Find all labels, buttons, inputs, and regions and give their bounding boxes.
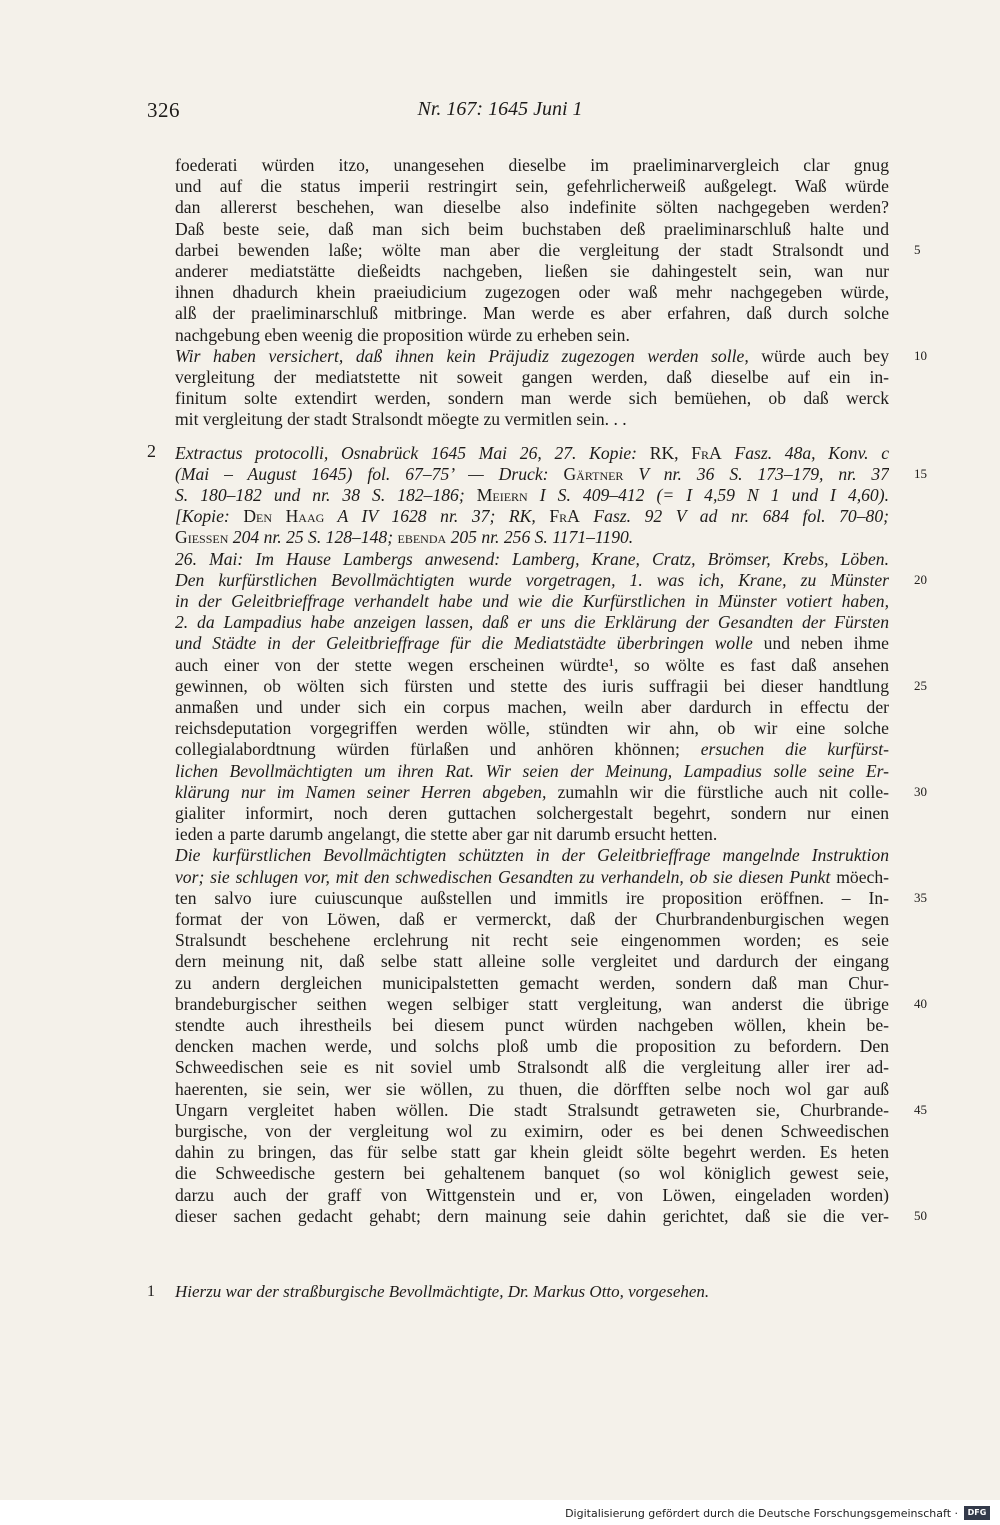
text-run: V nr. 36 S. 173–179, nr. 37: [623, 463, 889, 484]
text-run: lichen Bevollmächtigten um ihren Rat. Wir seien der Meinung, Lampadius solle seine Er-: [175, 760, 889, 781]
text-run: würde auch bey: [748, 345, 889, 366]
text-run: und Städte in der Geleitbrieffrage für die Mediatstädte überbringen wolle: [175, 633, 753, 654]
text-line: [175, 1078, 889, 1100]
text-run: Fasz. 92 V ad nr. 684 fol. 70–80;: [579, 506, 889, 527]
text-run: finitum solte extendirt werden, sondern man werde sich bemüehen, ob daß werck: [175, 388, 889, 409]
text-line: [175, 1120, 889, 1142]
text-line: [175, 696, 889, 718]
text-run: auch einer von der stette wegen erscheinen würdte¹, so wölte es fast daß ansehen: [175, 654, 889, 675]
line-number: 20: [914, 571, 927, 587]
text-line: [175, 281, 889, 303]
text-line: [175, 366, 889, 388]
text-run: A IV 1628 nr. 37; RK,: [324, 506, 550, 527]
text-run: I S. 409–412 (= I 4,59 N 1 und I 4,60).: [527, 485, 889, 505]
text-line: [175, 1162, 889, 1184]
text-run: gialiter informirt, noch deren guttachen solchergestalt begehrt, sondern nur einen: [175, 803, 889, 823]
text-run: darbei bewenden laße; wölte man aber die vergleitung der stadt Stralsondt und: [175, 239, 889, 260]
page-number: 326: [147, 98, 180, 122]
text-run: und neben ihme: [752, 633, 889, 654]
text-run: FrA: [549, 506, 580, 527]
text-run: zumahln wir die fürstliche auch nit colle-: [546, 781, 889, 802]
text-run: Extractus protocolli, Osnabrück 1645 Mai 26, 27. Kopie:: [175, 442, 650, 463]
text-run: ieden a parte darumb angelangt, die stette aber gar nit darumb ersucht hetten.: [175, 824, 718, 845]
text-run: Fasz. 48a, Konv. c: [721, 442, 889, 463]
text-run: Den kurfürstlichen Bevollmächtigten wurde vorgetragen, 1. was ich, Krane, zu Münster: [175, 569, 889, 590]
text-line: [175, 632, 889, 654]
text-line: [175, 760, 889, 782]
text-line: [175, 1184, 889, 1206]
text-run: vor; sie schlugen vor, mit den schwedischen Gesandten zu verhandeln, ob sie diesen Punkt: [175, 866, 831, 887]
text-line: [175, 1141, 889, 1163]
text-run: stendte auch ihrestheils bei diesem punct würden nachgeben wöllen, khein be-: [175, 1015, 889, 1035]
text-run: Den Haag: [243, 506, 325, 527]
text-line: [175, 802, 889, 824]
text-line: [175, 324, 889, 346]
text-line: [175, 154, 889, 176]
line-number: 35: [914, 889, 927, 905]
line-number: 50: [914, 1207, 927, 1223]
text-run: reichsdeputation vorgegriffen werden wölle, stündten wir ahn, ob wir eine solche: [175, 718, 889, 739]
footnote-mark: 1: [147, 1283, 155, 1300]
line-number: 5: [914, 241, 921, 257]
text-line: [175, 993, 889, 1015]
text-run: 204 nr. 25 S. 128–148;: [228, 527, 398, 548]
text-line: [175, 866, 889, 888]
text-run: burgische, von der vergleitung wol zu eximirn, oder es bei denen Schweedischen: [175, 1121, 889, 1141]
text-line: [175, 408, 889, 430]
text-run: Stralsundt beschehene erclehrung nit recht seie eingenommen worden; es seie: [175, 930, 889, 951]
text-run: RK,: [649, 442, 692, 463]
text-run: dern meinung nit, daß selbe statt alleine solle vergleitet und dardurch der eingang: [175, 951, 889, 972]
line-number: 40: [914, 995, 927, 1011]
text-line: [175, 1014, 889, 1036]
text-run: möech-: [830, 866, 889, 887]
text-run: dahin zu bringen, das für selbe statt gar khein gleidt sölte begehrt werden. Es heten: [175, 1142, 889, 1163]
dfg-logo: DFG: [964, 1506, 990, 1520]
text-run: ten salvo iure cuiuscunque außstellen und immitls ire proposition eröffnen. – In-: [175, 887, 889, 908]
text-run: gewinnen, ob wölten sich fürsten und stette des iuris suffragii bei dieser handtlung: [175, 675, 889, 696]
line-number: 10: [914, 347, 927, 363]
text-run: Gärtner: [563, 463, 624, 484]
text-run: dieser sachen gedacht gehabt; dern mainung seie dahin gerichtet, daß sie die ver-: [175, 1205, 889, 1226]
text-run: Meiern: [476, 485, 528, 505]
text-line: [175, 887, 889, 909]
text-line: [175, 1056, 889, 1078]
text-run: alß der praeliminarschluß mitbringe. Man werde es aber erfahren, daß durch solche: [175, 303, 889, 324]
text-line: [175, 611, 889, 633]
text-run: [Kopie:: [175, 506, 244, 527]
text-run: foederati würden itzo, unangesehen dieselbe im praeliminarvergleich clar gnug: [175, 155, 889, 175]
text-run: die Schweedische gestern bei gehaltenem banquet (so wol königlich gewest seie,: [175, 1163, 889, 1184]
text-line: [175, 823, 889, 845]
text-line: [175, 972, 889, 994]
text-run: Daß beste seie, daß man sich beim buchstaben deß praeliminarschluß halte und: [175, 218, 889, 239]
text-run: format der von Löwen, daß er vermerckt, daß der Churbrandenburgischen wegen: [175, 909, 889, 929]
text-run: Ungarn vergleitet haben wöllen. Die stadt Stralsundt getraweten sie, Churbrande-: [175, 1099, 889, 1120]
text-run: in der Geleitbrieffrage verhandelt habe und wie die Kurfürstlichen in Münster votiert haben,: [175, 591, 889, 611]
text-line: [175, 569, 889, 591]
text-line: [175, 175, 889, 197]
text-run: und auf die status imperii restringirt sein, gefehrlicherweiß außgelegt. Waß würde: [175, 176, 889, 197]
text-line: [175, 442, 889, 464]
text-line: [175, 1035, 889, 1057]
running-head: Nr. 167: 1645 Juni 1: [417, 98, 583, 120]
text-line: [175, 781, 889, 803]
line-number: 45: [914, 1101, 927, 1117]
text-run: nachgebung eben weenig die proposition würde zu erheben sein.: [175, 324, 630, 345]
text-run: vergleitung der mediatstette nit soweit gangen werden, daß dieselbe auf ein in-: [175, 367, 889, 387]
text-run: dan allererst beschehen, wan dieselbe also indefinite sölten nachgegeben werden?: [175, 197, 889, 218]
line-number: 30: [914, 783, 927, 799]
text-line: [175, 1099, 889, 1121]
text-run: Wir haben versichert, daß ihnen kein Präjudiz zugezogen werden solle,: [175, 345, 749, 366]
section-number: 2: [147, 441, 156, 461]
text-line: [175, 929, 889, 951]
text-run: dencken machen werde, und solchs ploß umb die proposition zu befordern. Den: [175, 1036, 889, 1057]
text-line: [175, 526, 889, 548]
dfg-credit-text: Digitalisierung gefördert durch die Deutsche Forschungsgemeinschaft ·: [565, 1507, 958, 1520]
text-line: [175, 738, 889, 760]
text-run: ihnen dhadurch khein praeiudicium zugezogen oder waß mehr nachgegeben würde,: [175, 282, 889, 303]
text-run: anmaßen und under sich ein corpus machen, weiln aber dardurch in effectu der: [175, 697, 889, 717]
text-run: Schweedischen seie es nit soviel umb Stralsondt alß die vergleitung aller irer ad-: [175, 1057, 889, 1078]
text-run: anderer mediatstätte dießeidts nachgeben, ließen sie dahingestelt sein, wan nur: [175, 261, 889, 281]
text-run: haerenten, sie sein, wer sie wöllen, zu thuen, die dörfften selbe noch wol gar auß: [175, 1078, 889, 1099]
text-line: [175, 548, 889, 570]
line-number: 25: [914, 677, 927, 693]
text-run: Giessen: [175, 527, 229, 548]
text-run: mit vergleitung der stadt Stralsondt möegte zu vermitlen sein. . .: [175, 409, 627, 430]
text-line: [175, 387, 889, 409]
text-line: [175, 302, 889, 324]
text-line: [175, 505, 889, 527]
line-number: 15: [914, 465, 927, 481]
text-line: [175, 675, 889, 697]
text-run: zu andern dergleichen municipalstetten gemacht werden, sondern daß man Chur-: [175, 972, 889, 993]
text-run: (Mai – August 1645) fol. 67–75’ — Druck:: [175, 463, 564, 484]
text-line: [175, 218, 889, 240]
text-line: [175, 908, 889, 930]
text-run: ebenda: [397, 527, 447, 548]
footnote-text: Hierzu war der straßburgische Bevollmächtigte, Dr. Markus Otto, vorgesehen.: [175, 1282, 710, 1301]
text-run: brandeburgischer seithen wegen selbiger statt vergleitung, wan anderst die übrige: [175, 993, 889, 1014]
text-run: ersuchen die kurfürst-: [700, 739, 889, 760]
text-line: [175, 844, 889, 866]
text-line: [175, 717, 889, 739]
text-line: [175, 196, 889, 218]
text-run: 205 nr. 256 S. 1171–1190.: [446, 527, 634, 548]
text-run: FrA: [691, 442, 722, 463]
text-line: [175, 345, 889, 367]
text-line: [175, 239, 889, 261]
text-run: 2. da Lampadius habe anzeigen lassen, daß er uns die Erklärung der Gesandten der Fürsten: [175, 612, 889, 633]
text-run: Die kurfürstlichen Bevollmächtigten schützten in der Geleitbrieffrage mangelnde Instruktion: [175, 845, 889, 866]
text-line: [175, 260, 889, 282]
text-run: klärung nur im Namen seiner Herren abgeben,: [175, 781, 547, 802]
text-line: [175, 1205, 889, 1227]
text-run: S. 180–182 und nr. 38 S. 182–186;: [175, 485, 477, 505]
text-line: [175, 484, 889, 506]
text-run: 26. Mai: Im Hause Lambergs anwesend: Lamberg, Krane, Cratz, Brömser, Krebs, Löben.: [175, 548, 889, 569]
text-run: darzu auch der graff von Wittgenstein und er, von Löwen, eingeladen worden): [175, 1184, 889, 1205]
text-line: [175, 950, 889, 972]
text-line: [175, 654, 889, 676]
text-line: [175, 590, 889, 612]
text-run: collegialabordtnung würden fürlaßen und anhören khönnen;: [175, 739, 701, 760]
text-line: [175, 463, 889, 485]
